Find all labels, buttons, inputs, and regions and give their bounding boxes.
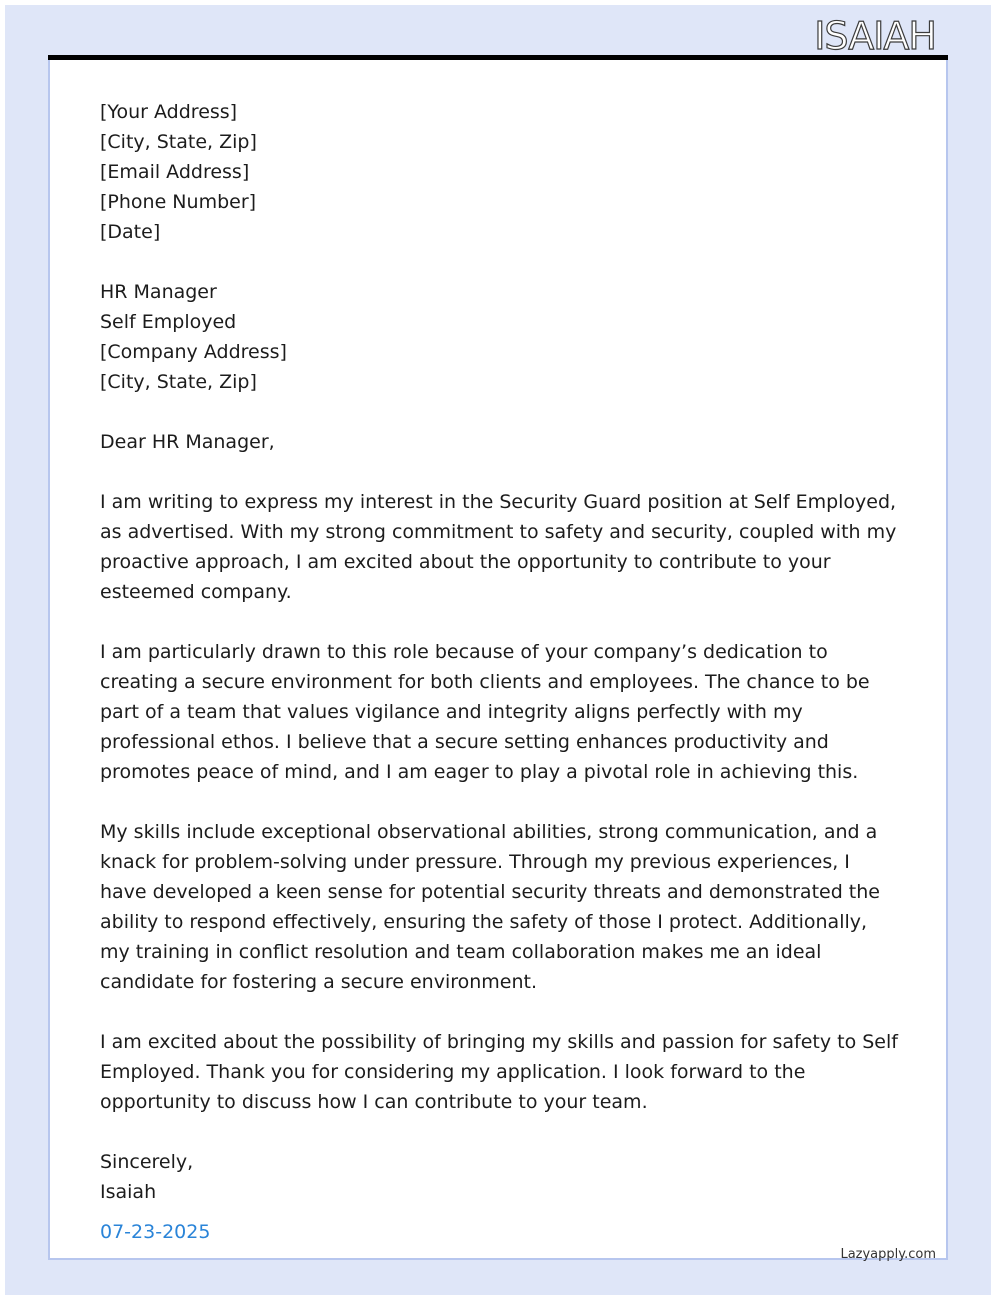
header-name: ISAIAH bbox=[814, 14, 936, 58]
sender-block bbox=[100, 97, 900, 247]
closing-block bbox=[100, 1147, 900, 1207]
recipient-title: HR Manager bbox=[100, 281, 217, 303]
paragraph-motivation: I am particularly drawn to this role because of your company’s dedication to creating a secure environment for both clients and employees. The chance to be part of a team that values vigilance and integrity aligns perfectly with my professional ethos. I believe that a secure setting enhances productivity and promotes peace of mind, and I am eager to play a pivotal role in achieving this. bbox=[100, 641, 870, 783]
cover-letter-body bbox=[100, 97, 900, 1207]
site-watermark: Lazyapply.com bbox=[840, 1247, 936, 1262]
paragraph-skills: My skills include exceptional observational abilities, strong communication, and a knack for problem-solving under pressure. Through my previous experiences, I have developed a keen sense for potential security threats and demonstrated the ability to respond effectively, ensuring the safety of those I protect. Additionally, my training in conflict resolution and team collaboration makes me an ideal candidate for fostering a secure environment. bbox=[100, 821, 880, 993]
recipient-block bbox=[100, 277, 900, 397]
recipient-city-state-zip: [City, State, Zip] bbox=[100, 371, 257, 393]
footer-date: 07-23-2025 bbox=[100, 1221, 211, 1243]
recipient-address: [Company Address] bbox=[100, 341, 287, 363]
sender-address: [Your Address] bbox=[100, 101, 238, 123]
sender-city-state-zip: [City, State, Zip] bbox=[100, 131, 257, 153]
signature-name: Isaiah bbox=[100, 1181, 157, 1203]
recipient-company: Self Employed bbox=[100, 311, 237, 333]
header-rule bbox=[48, 55, 948, 60]
sender-email: [Email Address] bbox=[100, 161, 250, 183]
valediction: Sincerely, bbox=[100, 1151, 194, 1173]
sender-date: [Date] bbox=[100, 221, 161, 243]
paragraph-intro: I am writing to express my interest in the Security Guard position at Self Employed, as advertised. With my strong commitment to safety and security, coupled with my proactive approach, I am excited about the opportunity to contribute to your esteemed company. bbox=[100, 491, 897, 603]
paragraph-closing: I am excited about the possibility of bringing my skills and passion for safety to Self Employed. Thank you for considering my application. I look forward to the opportunity to discuss how I can contribute to your team. bbox=[100, 1031, 898, 1113]
sender-phone: [Phone Number] bbox=[100, 191, 257, 213]
salutation: Dear HR Manager, bbox=[100, 431, 275, 453]
